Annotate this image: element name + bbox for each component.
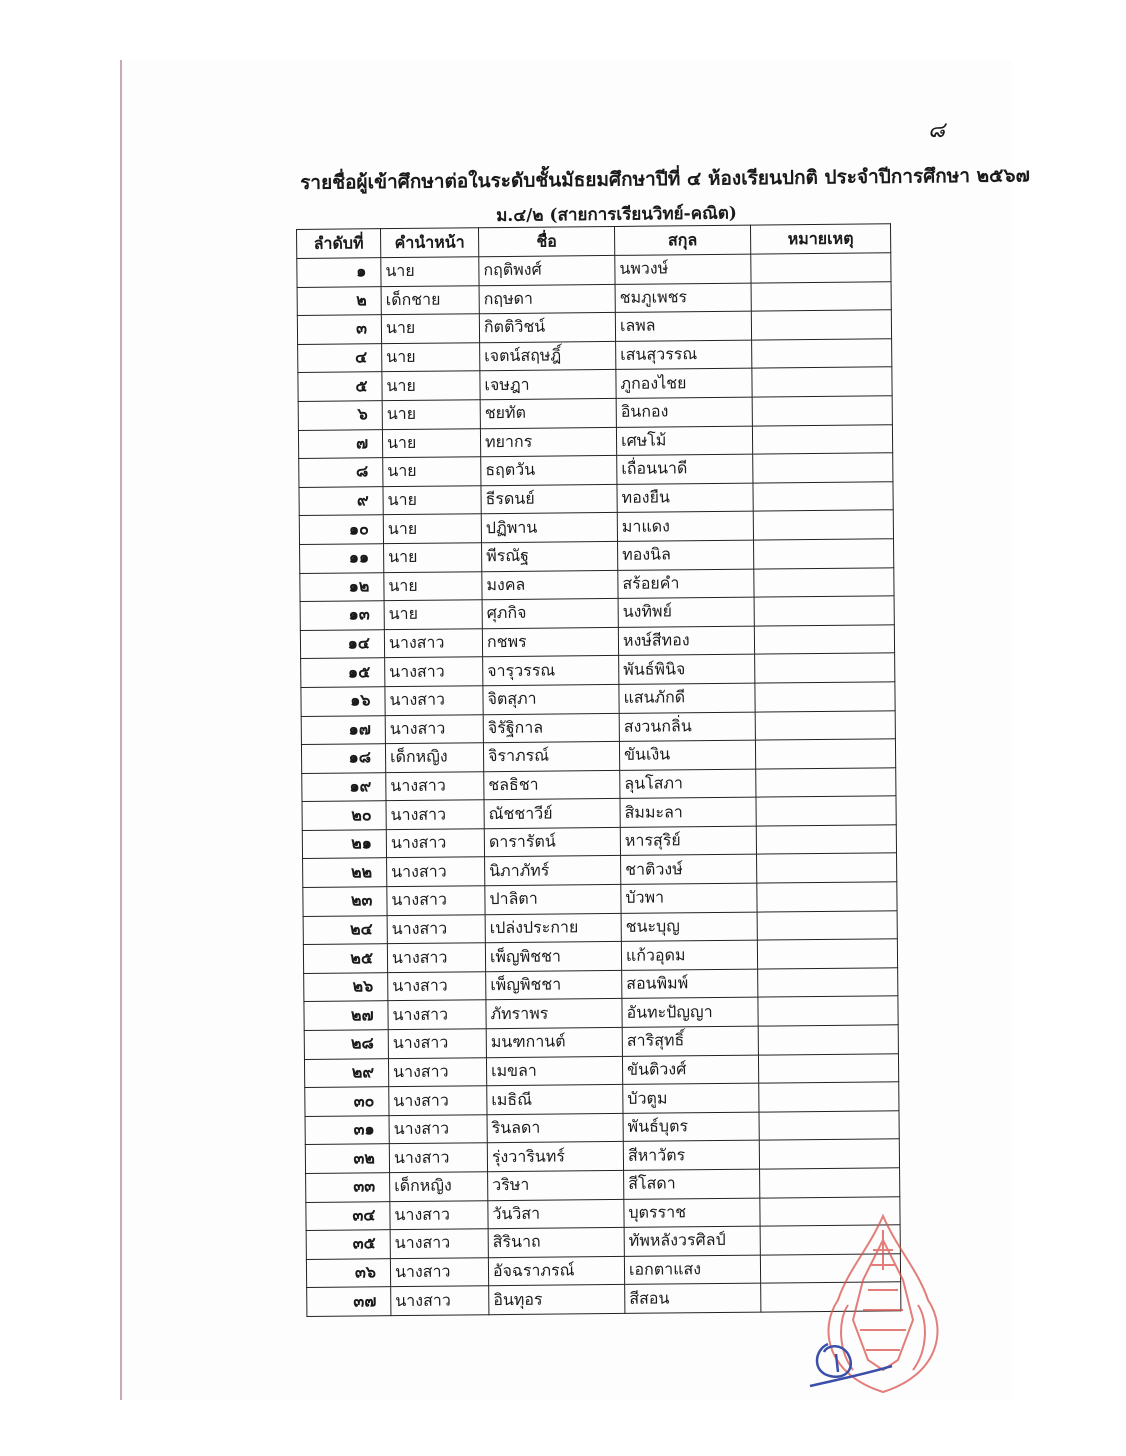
row-surname: บัวพา: [621, 883, 757, 913]
row-note: [756, 825, 896, 855]
document-title: รายชื่อผู้เข้าศึกษาต่อในระดับชั้นมัธยมศึกษาปีที่ ๔ ห้องเรียนปกติ ประจำปีการศึกษา ๒๕๖๗: [300, 164, 1030, 194]
row-number: ๕: [298, 372, 382, 401]
row-note: [751, 310, 891, 340]
row-number: ๑๑: [300, 544, 384, 573]
row-note: [752, 424, 892, 454]
row-note: [752, 396, 892, 426]
row-note: [757, 910, 897, 940]
row-surname: ขันเงิน: [619, 740, 755, 770]
row-surname: สาริสุทธิ์: [622, 1026, 758, 1056]
row-first-name: ชลธิชา: [484, 770, 620, 800]
signature-icon: [806, 1330, 896, 1390]
row-prefix: เด็กชาย: [381, 285, 479, 315]
row-note: [759, 1139, 899, 1169]
row-number: ๑๐: [299, 515, 383, 544]
row-surname: แก้วอุดม: [621, 940, 757, 970]
row-note: [751, 281, 891, 311]
row-number: ๒๕: [303, 944, 387, 973]
row-surname: เอกตาแสง: [624, 1255, 760, 1285]
row-prefix: เด็กหญิง: [385, 743, 483, 773]
row-number: ๒๑: [302, 830, 386, 859]
row-first-name: จิตสุภา: [483, 684, 619, 714]
header-name: ชื่อ: [478, 226, 614, 256]
row-note: [758, 968, 898, 998]
row-prefix: นาย: [383, 485, 481, 515]
row-first-name: เจตน์สฤษฎิ์: [480, 341, 616, 371]
row-first-name: ชยทัต: [480, 398, 616, 428]
row-number: ๒๓: [303, 887, 387, 916]
row-note: [753, 453, 893, 483]
row-first-name: ธฤตวัน: [481, 456, 617, 486]
row-number: ๔: [298, 343, 382, 372]
row-surname: สีหาวัตร: [623, 1141, 759, 1171]
row-first-name: จิราภรณ์: [483, 742, 619, 772]
row-prefix: นางสาว: [389, 1115, 487, 1145]
row-prefix: นางสาว: [390, 1200, 488, 1230]
row-surname: สงวนกลิ่น: [619, 712, 755, 742]
row-prefix: นางสาว: [387, 857, 485, 887]
row-number: ๑๓: [300, 601, 384, 630]
row-first-name: มนฑกานต์: [486, 1027, 622, 1057]
row-prefix: นาย: [382, 371, 480, 401]
row-number: ๓๑: [305, 1115, 389, 1144]
row-number: ๓๒: [305, 1144, 389, 1173]
row-first-name: รุ่งวารินทร์: [487, 1142, 623, 1172]
row-surname: มาแดง: [617, 511, 753, 541]
row-prefix: นาย: [381, 257, 479, 287]
row-number: ๑: [297, 258, 381, 287]
row-prefix: นางสาว: [387, 943, 485, 973]
row-first-name: ภัทราพร: [486, 999, 622, 1029]
row-first-name: เมธิณี: [487, 1085, 623, 1115]
row-number: ๑๗: [301, 715, 385, 744]
row-note: [757, 853, 897, 883]
row-note: [755, 739, 895, 769]
row-number: ๒: [297, 286, 381, 315]
row-surname: สีสอน: [625, 1283, 761, 1313]
row-note: [758, 1025, 898, 1055]
row-prefix: นางสาว: [386, 800, 484, 830]
row-first-name: อัจฉราภรณ์: [488, 1256, 624, 1286]
row-surname: เลพล: [615, 311, 751, 341]
row-surname: สีโสดา: [624, 1169, 760, 1199]
row-surname: เศษโม้: [616, 426, 752, 456]
row-first-name: จารุวรรณ: [483, 656, 619, 686]
row-prefix: นาย: [382, 400, 480, 430]
row-first-name: มงคล: [482, 570, 618, 600]
row-surname: บัวตูม: [623, 1083, 759, 1113]
row-prefix: นางสาว: [388, 1029, 486, 1059]
row-number: ๗: [298, 429, 382, 458]
row-prefix: นางสาว: [389, 1143, 487, 1173]
row-note: [753, 482, 893, 512]
row-number: ๒๗: [304, 1001, 388, 1030]
row-surname: ทองยืน: [617, 483, 753, 513]
row-surname: สิมมะลา: [620, 797, 756, 827]
row-surname: เถื่อนนาดี: [617, 454, 753, 484]
row-note: [755, 653, 895, 683]
row-note: [758, 1053, 898, 1083]
row-prefix: นางสาว: [387, 914, 485, 944]
row-number: ๒๙: [304, 1058, 388, 1087]
row-note: [760, 1168, 900, 1198]
row-prefix: นางสาว: [389, 1086, 487, 1116]
row-surname: เสนสุวรรณ: [616, 340, 752, 370]
row-note: [757, 939, 897, 969]
header-no: ลำดับที่: [297, 229, 381, 259]
row-first-name: กชพร: [482, 627, 618, 657]
header-prefix: คำนำหน้า: [381, 228, 479, 258]
row-surname: นงทิพย์: [618, 597, 754, 627]
row-number: ๒๖: [304, 972, 388, 1001]
row-number: ๒๐: [302, 801, 386, 830]
row-surname: ขันติวงศ์: [622, 1055, 758, 1085]
row-surname: พันธ์บุตร: [623, 1112, 759, 1142]
row-prefix: นาย: [384, 543, 482, 573]
row-prefix: นาย: [384, 571, 482, 601]
row-note: [753, 510, 893, 540]
row-prefix: นางสาว: [390, 1257, 488, 1287]
row-first-name: ดารารัตน์: [484, 827, 620, 857]
row-note: [752, 339, 892, 369]
row-prefix: นาย: [383, 514, 481, 544]
row-surname: พันธ์พินิจ: [619, 654, 755, 684]
row-surname: ชาติวงษ์: [621, 855, 757, 885]
row-prefix: เด็กหญิง: [390, 1172, 488, 1202]
row-number: ๑๘: [301, 744, 385, 773]
row-number: ๑๔: [300, 629, 384, 658]
row-prefix: นางสาว: [384, 628, 482, 658]
row-first-name: เพ็ญพิชชา: [485, 942, 621, 972]
row-number: ๖: [298, 401, 382, 430]
row-first-name: เมขลา: [486, 1056, 622, 1086]
row-number: ๓๓: [306, 1173, 390, 1202]
row-surname: หารสุริย์: [620, 826, 756, 856]
row-number: ๑๒: [300, 572, 384, 601]
row-prefix: นาย: [381, 314, 479, 344]
row-prefix: นางสาว: [385, 714, 483, 744]
row-first-name: เจษฎา: [480, 370, 616, 400]
row-first-name: เปล่งประกาย: [485, 913, 621, 943]
row-prefix: นางสาว: [386, 771, 484, 801]
row-first-name: ณัชชาวีย์: [484, 799, 620, 829]
student-roster: [296, 223, 901, 1317]
row-surname: สอนพิมพ์: [622, 969, 758, 999]
row-note: [755, 710, 895, 740]
row-prefix: นางสาว: [390, 1229, 488, 1259]
row-first-name: กฤติพงศ์: [479, 255, 615, 285]
row-first-name: สิรินาถ: [488, 1228, 624, 1258]
row-number: ๑๖: [301, 687, 385, 716]
row-prefix: นางสาว: [391, 1286, 489, 1316]
row-number: ๓๖: [306, 1258, 390, 1287]
row-prefix: นางสาว: [385, 657, 483, 687]
row-note: [754, 624, 894, 654]
row-first-name: ธีรดนย์: [481, 484, 617, 514]
row-note: [759, 1111, 899, 1141]
row-note: [754, 596, 894, 626]
row-number: ๓: [297, 315, 381, 344]
row-surname: ชมภูเพชร: [615, 283, 751, 313]
row-number: ๓๗: [307, 1287, 391, 1316]
row-number: ๒๔: [303, 915, 387, 944]
row-number: ๓๔: [306, 1201, 390, 1230]
row-number: ๑๙: [302, 772, 386, 801]
row-first-name: อินทุอร: [489, 1285, 625, 1315]
row-number: ๑๕: [301, 658, 385, 687]
row-surname: นพวงษ์: [615, 254, 751, 284]
row-number: ๓๐: [305, 1087, 389, 1116]
row-prefix: นางสาว: [388, 972, 486, 1002]
row-prefix: นาย: [383, 457, 481, 487]
row-first-name: รินลดา: [487, 1113, 623, 1143]
row-first-name: ปฏิพาน: [481, 513, 617, 543]
row-prefix: นางสาว: [388, 1000, 486, 1030]
row-surname: ทัพหลังวรศิลป์: [624, 1226, 760, 1256]
row-first-name: ศุภกิจ: [482, 599, 618, 629]
row-note: [751, 253, 891, 283]
row-note: [759, 1082, 899, 1112]
row-note: [754, 539, 894, 569]
row-number: ๓๕: [306, 1230, 390, 1259]
row-surname: ชนะบุญ: [621, 912, 757, 942]
student-table: [296, 223, 901, 1317]
row-surname: แสนภักดี: [619, 683, 755, 713]
row-surname: ทองนิล: [618, 540, 754, 570]
row-surname: หงษ์สีทอง: [618, 626, 754, 656]
document-subtitle: ม.๔/๒ (สายการเรียนวิทย์-คณิต): [496, 203, 737, 226]
row-note: [754, 567, 894, 597]
row-note: [752, 367, 892, 397]
row-prefix: นางสาว: [388, 1057, 486, 1087]
header-note: หมายเหตุ: [750, 224, 890, 254]
row-note: [756, 767, 896, 797]
row-number: ๒๘: [304, 1030, 388, 1059]
row-surname: สร้อยคำ: [618, 569, 754, 599]
row-prefix: นางสาว: [386, 829, 484, 859]
row-number: ๘: [299, 458, 383, 487]
row-prefix: นาย: [382, 343, 480, 373]
row-first-name: จิรัฐิกาล: [483, 713, 619, 743]
row-first-name: พีรณัฐ: [482, 541, 618, 571]
row-surname: อันทะปัญญา: [622, 998, 758, 1028]
row-first-name: เพ็ญพิชชา: [486, 970, 622, 1000]
row-number: ๒๒: [303, 858, 387, 887]
row-first-name: นิภาภัทร์: [485, 856, 621, 886]
row-first-name: วันวิสา: [488, 1199, 624, 1229]
row-surname: ภูกองไชย: [616, 369, 752, 399]
row-first-name: กิตติวิชน์: [479, 313, 615, 343]
row-note: [755, 682, 895, 712]
row-first-name: ทยากร: [480, 427, 616, 457]
row-first-name: ปาลิตา: [485, 884, 621, 914]
header-surname: สกุล: [614, 225, 750, 255]
row-prefix: นางสาว: [387, 886, 485, 916]
row-prefix: นางสาว: [385, 686, 483, 716]
row-surname: ลุนโสภา: [620, 769, 756, 799]
row-note: [756, 796, 896, 826]
table-body: [297, 253, 901, 1317]
row-first-name: วริษา: [488, 1170, 624, 1200]
row-first-name: กฤษดา: [479, 284, 615, 314]
row-number: ๙: [299, 486, 383, 515]
row-note: [758, 996, 898, 1026]
row-prefix: นาย: [382, 428, 480, 458]
row-note: [757, 882, 897, 912]
row-surname: อินกอง: [616, 397, 752, 427]
page-number: ๘: [928, 118, 945, 143]
row-prefix: นาย: [384, 600, 482, 630]
row-surname: บุตรราช: [624, 1198, 760, 1228]
